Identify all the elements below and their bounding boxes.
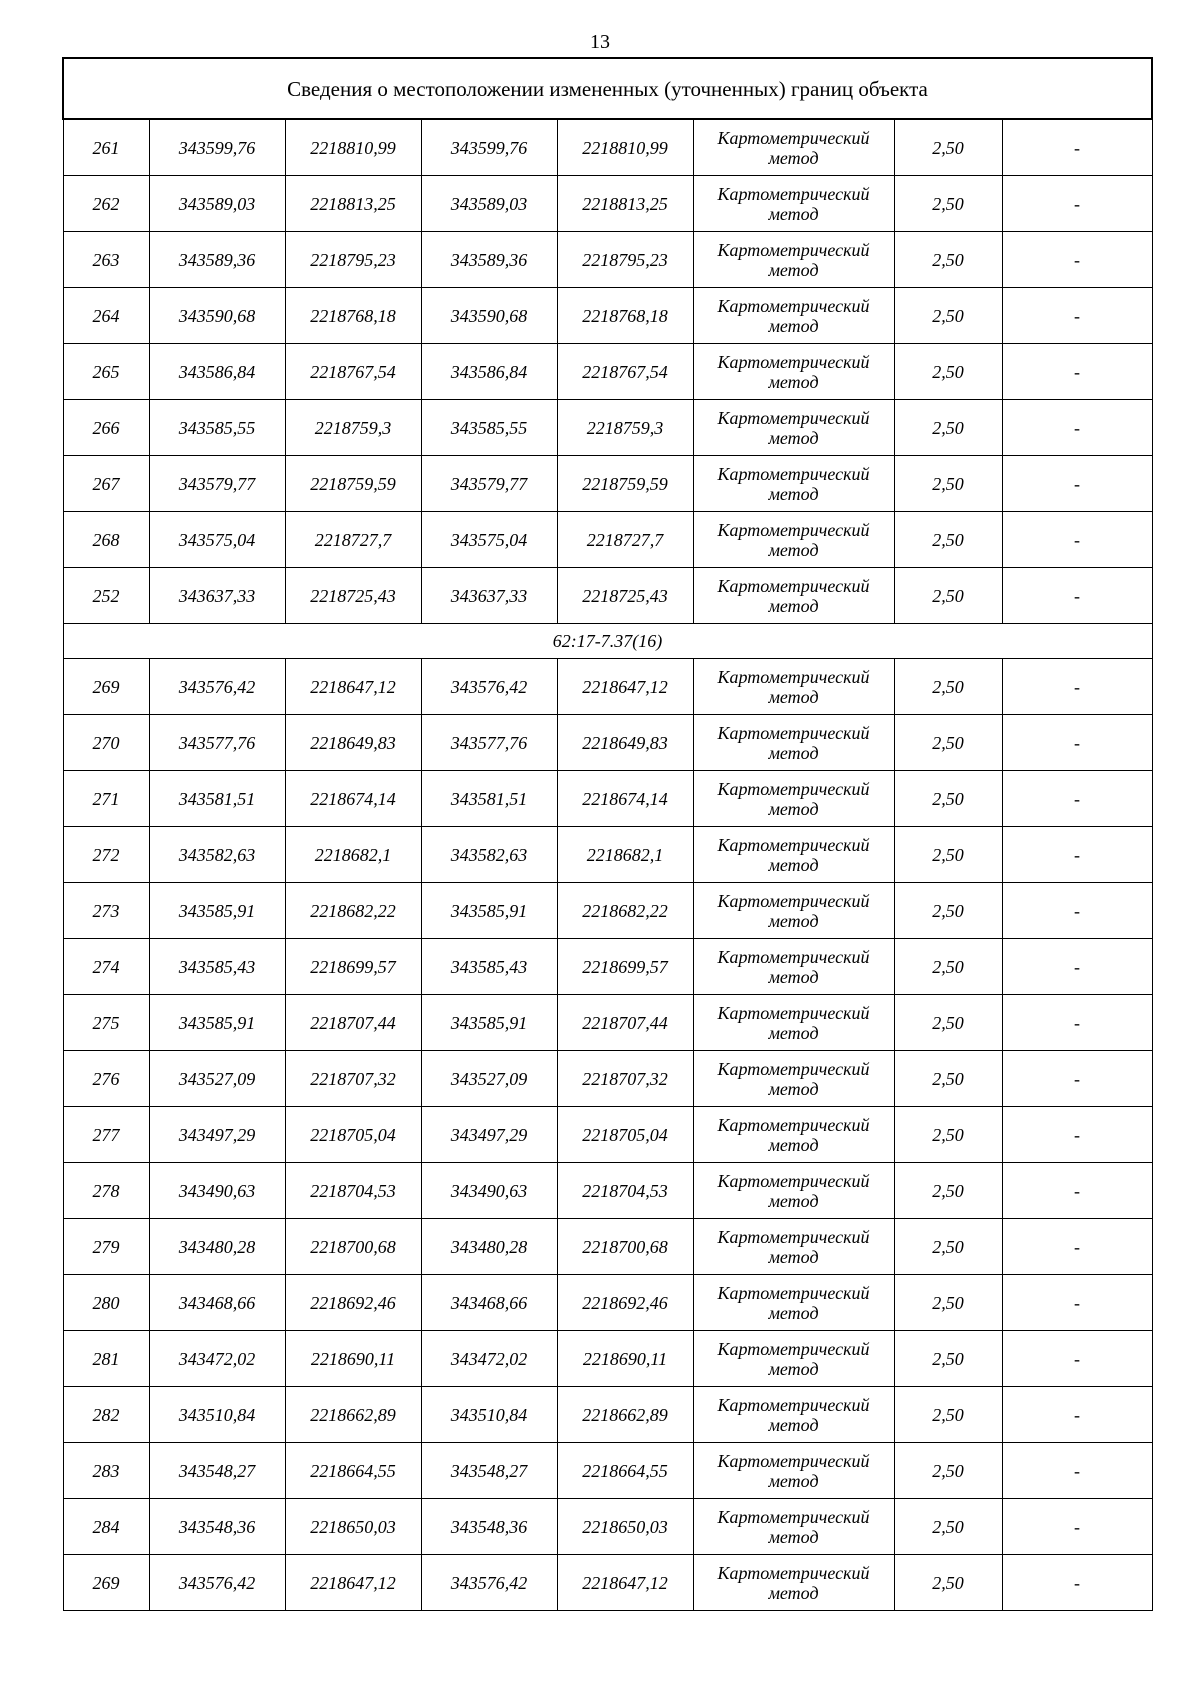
cell-description: - — [1002, 659, 1152, 715]
method-line-2: метод — [768, 966, 819, 987]
method-line-1: Картометрический — [717, 890, 870, 911]
cell-x-new: 343510,84 — [421, 1387, 557, 1443]
cell-method — [693, 939, 894, 995]
cell-point-number: 269 — [63, 659, 149, 715]
cell-y-new: 2218647,12 — [557, 659, 693, 715]
cell-y-existing: 2218759,59 — [285, 456, 421, 512]
cell-point-number: 262 — [63, 176, 149, 232]
cell-accuracy: 2,50 — [894, 995, 1002, 1051]
cell-method — [693, 827, 894, 883]
cell-description: - — [1002, 827, 1152, 883]
method-line-2: метод — [768, 1470, 819, 1491]
table-title: Сведения о местоположении измененных (уточненных) границ объекта — [63, 58, 1152, 119]
cell-point-number: 264 — [63, 288, 149, 344]
cell-x-new: 343577,76 — [421, 715, 557, 771]
cell-y-new: 2218700,68 — [557, 1219, 693, 1275]
cell-y-existing: 2218705,04 — [285, 1107, 421, 1163]
cell-y-new: 2218767,54 — [557, 344, 693, 400]
method-line-1: Картометрический — [717, 1506, 870, 1527]
cell-description: - — [1002, 400, 1152, 456]
cell-point-number: 269 — [63, 1555, 149, 1611]
cell-accuracy: 2,50 — [894, 1275, 1002, 1331]
cell-x-new: 343548,27 — [421, 1443, 557, 1499]
cell-method — [693, 119, 894, 176]
cell-point-number: 263 — [63, 232, 149, 288]
cell-point-number: 272 — [63, 827, 149, 883]
cell-x-existing: 343548,36 — [149, 1499, 285, 1555]
cell-y-new: 2218707,44 — [557, 995, 693, 1051]
cell-method — [693, 232, 894, 288]
method-line-1: Картометрический — [717, 407, 870, 428]
cell-y-existing: 2218662,89 — [285, 1387, 421, 1443]
cell-x-existing: 343590,68 — [149, 288, 285, 344]
cell-y-new: 2218707,32 — [557, 1051, 693, 1107]
cell-accuracy: 2,50 — [894, 939, 1002, 995]
cell-point-number: 271 — [63, 771, 149, 827]
cell-method — [693, 771, 894, 827]
cell-y-existing: 2218647,12 — [285, 659, 421, 715]
method-line-1: Картометрический — [717, 519, 870, 540]
method-line-1: Картометрический — [717, 1338, 870, 1359]
cell-point-number: 270 — [63, 715, 149, 771]
method-line-2: метод — [768, 595, 819, 616]
cell-x-existing: 343581,51 — [149, 771, 285, 827]
method-line-1: Картометрический — [717, 463, 870, 484]
cell-y-new: 2218699,57 — [557, 939, 693, 995]
cell-point-number: 268 — [63, 512, 149, 568]
method-line-1: Картометрический — [717, 666, 870, 687]
cell-y-existing: 2218649,83 — [285, 715, 421, 771]
cell-description: - — [1002, 1163, 1152, 1219]
cell-description: - — [1002, 1107, 1152, 1163]
cell-y-existing: 2218647,12 — [285, 1555, 421, 1611]
table-row — [63, 400, 1152, 456]
cell-y-new: 2218664,55 — [557, 1443, 693, 1499]
cell-method — [693, 400, 894, 456]
cell-x-existing: 343589,03 — [149, 176, 285, 232]
cell-method — [693, 1499, 894, 1555]
method-line-1: Картометрический — [717, 239, 870, 260]
cell-x-new: 343468,66 — [421, 1275, 557, 1331]
cell-accuracy: 2,50 — [894, 1499, 1002, 1555]
cell-y-new: 2218795,23 — [557, 232, 693, 288]
cell-point-number: 266 — [63, 400, 149, 456]
cell-x-existing: 343582,63 — [149, 827, 285, 883]
cell-x-existing: 343586,84 — [149, 344, 285, 400]
cell-x-existing: 343576,42 — [149, 659, 285, 715]
cell-x-new: 343579,77 — [421, 456, 557, 512]
method-line-2: метод — [768, 1582, 819, 1603]
table-row — [63, 939, 1152, 995]
method-line-2: метод — [768, 147, 819, 168]
cell-y-new: 2218647,12 — [557, 1555, 693, 1611]
cell-description: - — [1002, 512, 1152, 568]
cell-description: - — [1002, 1555, 1152, 1611]
cell-x-existing: 343472,02 — [149, 1331, 285, 1387]
cell-x-new: 343527,09 — [421, 1051, 557, 1107]
cell-x-existing: 343510,84 — [149, 1387, 285, 1443]
cell-accuracy: 2,50 — [894, 1387, 1002, 1443]
cell-y-new: 2218692,46 — [557, 1275, 693, 1331]
table-body — [63, 58, 1152, 1611]
table-row — [63, 771, 1152, 827]
cell-method — [693, 995, 894, 1051]
method-line-2: метод — [768, 1134, 819, 1155]
method-line-2: метод — [768, 1414, 819, 1435]
cell-y-existing: 2218682,1 — [285, 827, 421, 883]
cell-method — [693, 659, 894, 715]
cell-description: - — [1002, 232, 1152, 288]
cell-x-new: 343590,68 — [421, 288, 557, 344]
cell-x-existing: 343585,91 — [149, 883, 285, 939]
cell-point-number: 280 — [63, 1275, 149, 1331]
cell-x-new: 343548,36 — [421, 1499, 557, 1555]
method-line-2: метод — [768, 1302, 819, 1323]
cell-x-new: 343582,63 — [421, 827, 557, 883]
cell-method — [693, 883, 894, 939]
cell-y-new: 2218674,14 — [557, 771, 693, 827]
cell-method — [693, 176, 894, 232]
cell-accuracy: 2,50 — [894, 232, 1002, 288]
cell-point-number: 261 — [63, 119, 149, 176]
cell-accuracy: 2,50 — [894, 1107, 1002, 1163]
method-line-2: метод — [768, 539, 819, 560]
cell-y-new: 2218682,22 — [557, 883, 693, 939]
cell-description: - — [1002, 1499, 1152, 1555]
cell-x-existing: 343637,33 — [149, 568, 285, 624]
table-row — [63, 119, 1152, 176]
cell-method — [693, 1163, 894, 1219]
cell-x-existing: 343585,43 — [149, 939, 285, 995]
cell-description: - — [1002, 939, 1152, 995]
cell-method — [693, 288, 894, 344]
cell-x-new: 343576,42 — [421, 1555, 557, 1611]
cell-y-existing: 2218767,54 — [285, 344, 421, 400]
method-line-2: метод — [768, 259, 819, 280]
cell-description: - — [1002, 119, 1152, 176]
method-line-2: метод — [768, 854, 819, 875]
cell-accuracy: 2,50 — [894, 1555, 1002, 1611]
cell-accuracy: 2,50 — [894, 771, 1002, 827]
cell-x-new: 343637,33 — [421, 568, 557, 624]
page-number: 13 — [590, 31, 610, 53]
cell-y-new: 2218705,04 — [557, 1107, 693, 1163]
method-line-1: Картометрический — [717, 127, 870, 148]
method-line-1: Картометрический — [717, 1562, 870, 1583]
table-row — [63, 288, 1152, 344]
method-line-2: метод — [768, 315, 819, 336]
table-row — [63, 512, 1152, 568]
cell-description: - — [1002, 288, 1152, 344]
table-row — [63, 456, 1152, 512]
cell-x-new: 343589,36 — [421, 232, 557, 288]
section-label: 62:17-7.37(16) — [63, 624, 1152, 659]
table-row — [63, 1331, 1152, 1387]
table-row — [63, 1163, 1152, 1219]
method-line-2: метод — [768, 798, 819, 819]
method-line-1: Картометрический — [717, 1002, 870, 1023]
cell-description: - — [1002, 771, 1152, 827]
cell-x-new: 343472,02 — [421, 1331, 557, 1387]
method-line-1: Картометрический — [717, 295, 870, 316]
cell-x-new: 343589,03 — [421, 176, 557, 232]
cell-x-existing: 343468,66 — [149, 1275, 285, 1331]
cell-y-new: 2218649,83 — [557, 715, 693, 771]
cell-description: - — [1002, 1219, 1152, 1275]
cell-x-existing: 343490,63 — [149, 1163, 285, 1219]
cell-accuracy: 2,50 — [894, 512, 1002, 568]
cell-accuracy: 2,50 — [894, 659, 1002, 715]
cell-description: - — [1002, 995, 1152, 1051]
method-line-2: метод — [768, 910, 819, 931]
cell-y-new: 2218813,25 — [557, 176, 693, 232]
cell-x-new: 343581,51 — [421, 771, 557, 827]
cell-y-existing: 2218690,11 — [285, 1331, 421, 1387]
cell-method — [693, 1107, 894, 1163]
cell-method — [693, 568, 894, 624]
cell-point-number: 281 — [63, 1331, 149, 1387]
cell-description: - — [1002, 568, 1152, 624]
table-row — [63, 1275, 1152, 1331]
cell-y-new: 2218768,18 — [557, 288, 693, 344]
method-line-1: Картометрический — [717, 575, 870, 596]
cell-x-existing: 343527,09 — [149, 1051, 285, 1107]
cell-x-existing: 343548,27 — [149, 1443, 285, 1499]
table-title-row — [63, 58, 1152, 119]
cell-y-existing: 2218682,22 — [285, 883, 421, 939]
cell-x-existing: 343585,91 — [149, 995, 285, 1051]
method-line-2: метод — [768, 203, 819, 224]
cell-y-existing: 2218727,7 — [285, 512, 421, 568]
cell-x-new: 343497,29 — [421, 1107, 557, 1163]
cell-method — [693, 1219, 894, 1275]
method-line-2: метод — [768, 427, 819, 448]
cell-x-new: 343585,55 — [421, 400, 557, 456]
cell-method — [693, 1331, 894, 1387]
cell-y-existing: 2218707,32 — [285, 1051, 421, 1107]
cell-x-new: 343585,91 — [421, 883, 557, 939]
cell-y-new: 2218682,1 — [557, 827, 693, 883]
table-row — [63, 1499, 1152, 1555]
table-row — [63, 568, 1152, 624]
method-line-2: метод — [768, 483, 819, 504]
cell-accuracy: 2,50 — [894, 1219, 1002, 1275]
method-line-2: метод — [768, 1022, 819, 1043]
cell-accuracy: 2,50 — [894, 456, 1002, 512]
cell-y-existing: 2218700,68 — [285, 1219, 421, 1275]
method-line-1: Картометрический — [717, 183, 870, 204]
table-row — [63, 715, 1152, 771]
method-line-2: метод — [768, 1526, 819, 1547]
table-row — [63, 1051, 1152, 1107]
cell-y-existing: 2218813,25 — [285, 176, 421, 232]
cell-x-new: 343480,28 — [421, 1219, 557, 1275]
method-line-1: Картометрический — [717, 1450, 870, 1471]
cell-x-existing: 343577,76 — [149, 715, 285, 771]
cell-method — [693, 1387, 894, 1443]
cell-x-new: 343585,43 — [421, 939, 557, 995]
method-line-2: метод — [768, 1078, 819, 1099]
cell-x-existing: 343497,29 — [149, 1107, 285, 1163]
method-line-2: метод — [768, 1358, 819, 1379]
table-row — [63, 659, 1152, 715]
boundary-coordinates-table — [62, 57, 1153, 1611]
table-row — [63, 883, 1152, 939]
cell-point-number: 277 — [63, 1107, 149, 1163]
method-line-2: метод — [768, 686, 819, 707]
cell-accuracy: 2,50 — [894, 568, 1002, 624]
cell-y-existing: 2218674,14 — [285, 771, 421, 827]
cell-description: - — [1002, 1051, 1152, 1107]
cell-accuracy: 2,50 — [894, 827, 1002, 883]
cell-y-new: 2218690,11 — [557, 1331, 693, 1387]
cell-x-existing: 343576,42 — [149, 1555, 285, 1611]
method-line-1: Картометрический — [717, 1226, 870, 1247]
cell-y-existing: 2218664,55 — [285, 1443, 421, 1499]
cell-point-number: 267 — [63, 456, 149, 512]
method-line-1: Картометрический — [717, 946, 870, 967]
cell-y-new: 2218704,53 — [557, 1163, 693, 1219]
cell-method — [693, 344, 894, 400]
method-line-1: Картометрический — [717, 834, 870, 855]
method-line-1: Картометрический — [717, 722, 870, 743]
cell-method — [693, 512, 894, 568]
method-line-1: Картометрический — [717, 1114, 870, 1135]
table-row — [63, 176, 1152, 232]
cell-point-number: 279 — [63, 1219, 149, 1275]
cell-point-number: 275 — [63, 995, 149, 1051]
cell-y-existing: 2218768,18 — [285, 288, 421, 344]
cell-method — [693, 1051, 894, 1107]
cell-description: - — [1002, 1331, 1152, 1387]
cell-x-existing: 343589,36 — [149, 232, 285, 288]
cell-method — [693, 1443, 894, 1499]
cell-accuracy: 2,50 — [894, 1331, 1002, 1387]
cell-accuracy: 2,50 — [894, 176, 1002, 232]
cell-point-number: 278 — [63, 1163, 149, 1219]
cell-x-existing: 343585,55 — [149, 400, 285, 456]
table-row — [63, 1387, 1152, 1443]
cell-method — [693, 456, 894, 512]
cell-description: - — [1002, 1443, 1152, 1499]
cell-point-number: 284 — [63, 1499, 149, 1555]
cell-point-number: 265 — [63, 344, 149, 400]
cell-y-existing: 2218725,43 — [285, 568, 421, 624]
method-line-2: метод — [768, 1246, 819, 1267]
cell-accuracy: 2,50 — [894, 1051, 1002, 1107]
cell-y-new: 2218662,89 — [557, 1387, 693, 1443]
cell-y-new: 2218759,59 — [557, 456, 693, 512]
method-line-2: метод — [768, 371, 819, 392]
cell-accuracy: 2,50 — [894, 1443, 1002, 1499]
cell-x-new: 343575,04 — [421, 512, 557, 568]
section-row — [63, 624, 1152, 659]
cell-y-existing: 2218759,3 — [285, 400, 421, 456]
cell-description: - — [1002, 456, 1152, 512]
cell-x-existing: 343599,76 — [149, 119, 285, 176]
cell-y-new: 2218725,43 — [557, 568, 693, 624]
cell-y-existing: 2218650,03 — [285, 1499, 421, 1555]
cell-x-new: 343586,84 — [421, 344, 557, 400]
cell-y-new: 2218759,3 — [557, 400, 693, 456]
cell-x-new: 343576,42 — [421, 659, 557, 715]
cell-y-existing: 2218810,99 — [285, 119, 421, 176]
cell-point-number: 276 — [63, 1051, 149, 1107]
table-row — [63, 1443, 1152, 1499]
cell-accuracy: 2,50 — [894, 119, 1002, 176]
table-row — [63, 1555, 1152, 1611]
cell-point-number: 252 — [63, 568, 149, 624]
method-line-1: Картометрический — [717, 778, 870, 799]
cell-description: - — [1002, 344, 1152, 400]
cell-y-existing: 2218795,23 — [285, 232, 421, 288]
cell-y-existing: 2218699,57 — [285, 939, 421, 995]
cell-y-existing: 2218704,53 — [285, 1163, 421, 1219]
cell-method — [693, 715, 894, 771]
cell-method — [693, 1275, 894, 1331]
cell-description: - — [1002, 883, 1152, 939]
cell-point-number: 282 — [63, 1387, 149, 1443]
method-line-1: Картометрический — [717, 1282, 870, 1303]
cell-point-number: 273 — [63, 883, 149, 939]
cell-accuracy: 2,50 — [894, 400, 1002, 456]
cell-y-existing: 2218707,44 — [285, 995, 421, 1051]
cell-x-new: 343585,91 — [421, 995, 557, 1051]
cell-y-new: 2218650,03 — [557, 1499, 693, 1555]
cell-accuracy: 2,50 — [894, 1163, 1002, 1219]
cell-x-existing: 343480,28 — [149, 1219, 285, 1275]
cell-method — [693, 1555, 894, 1611]
cell-accuracy: 2,50 — [894, 288, 1002, 344]
cell-x-existing: 343579,77 — [149, 456, 285, 512]
cell-description: - — [1002, 176, 1152, 232]
cell-y-new: 2218727,7 — [557, 512, 693, 568]
method-line-2: метод — [768, 742, 819, 763]
table-row — [63, 995, 1152, 1051]
cell-x-new: 343599,76 — [421, 119, 557, 176]
cell-y-new: 2218810,99 — [557, 119, 693, 176]
method-line-1: Картометрический — [717, 351, 870, 372]
method-line-2: метод — [768, 1190, 819, 1211]
cell-description: - — [1002, 715, 1152, 771]
cell-point-number: 274 — [63, 939, 149, 995]
table-row — [63, 232, 1152, 288]
table-row — [63, 344, 1152, 400]
method-line-1: Картометрический — [717, 1394, 870, 1415]
cell-accuracy: 2,50 — [894, 344, 1002, 400]
cell-description: - — [1002, 1275, 1152, 1331]
table-row — [63, 1219, 1152, 1275]
cell-x-existing: 343575,04 — [149, 512, 285, 568]
cell-y-existing: 2218692,46 — [285, 1275, 421, 1331]
table-row — [63, 1107, 1152, 1163]
cell-accuracy: 2,50 — [894, 883, 1002, 939]
method-line-1: Картометрический — [717, 1170, 870, 1191]
cell-point-number: 283 — [63, 1443, 149, 1499]
cell-x-new: 343490,63 — [421, 1163, 557, 1219]
cell-accuracy: 2,50 — [894, 715, 1002, 771]
table-row — [63, 827, 1152, 883]
method-line-1: Картометрический — [717, 1058, 870, 1079]
cell-description: - — [1002, 1387, 1152, 1443]
